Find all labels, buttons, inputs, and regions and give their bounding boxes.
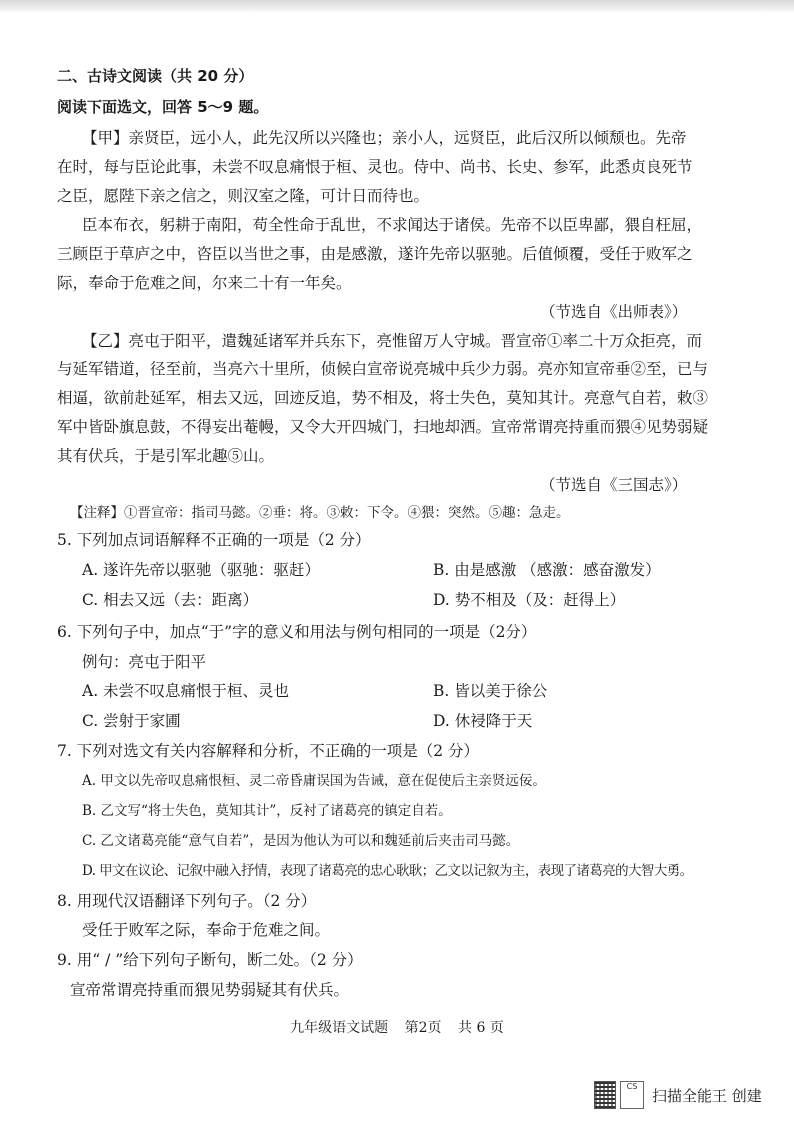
question-7-option-b: B. 乙文写“将士失色，莫知其计”，反衬了诸葛亮的镇定自若。 [82,803,452,819]
footer-exam-title: 九年级语文试题 [290,1020,389,1036]
passage-yi-line: 与延军错道，径至前，当亮六十里所，侦候白宣帝说亮城中兵少力弱。亮亦知宣帝垂②至，已与 [57,360,709,378]
question-6-option-a: A. 未尝不叹息痛恨于桓、灵也 [82,682,290,700]
passage-jia-line: 臣本布衣，躬耕于南阳，苟全性命于乱世，不求闻达于诸侯。先帝不以臣卑鄙，猥自枉屈， [82,216,703,234]
passage-yi-line: 【乙】亮屯于阳平，遣魏延诸军并兵东下，亮惟留万人守城。晋宣帝①率二十万众拒亮，而 [82,332,703,350]
passage-yi-line: 相逼，欲前赴延军，相去又远，回迹反追，势不相及，将士失色，莫知其计。亮意气自若，敕③ [57,389,709,407]
question-5-stem: 5. 下列加点词语解释不正确的一项是（2 分） [57,531,371,549]
passage-jia-line: 之臣，愿陛下亲之信之，则汉室之隆，可计日而待也。 [57,187,430,205]
question-6-stem: 6. 下列句子中，加点“于”字的意义和用法与例句相同的一项是（2分） [57,623,537,641]
passage-yi-line: 军中皆卧旗息鼓，不得妄出菴幔，又令大开四城门，扫地却洒。宣帝常谓亮持重而猥④见势弱疑 [57,418,709,436]
scanner-watermark [594,1078,762,1112]
passage-jia-line: 三顾臣于草庐之中，咨臣以当世之事，由是感激，遂许先帝以驱驰。后值倾覆，受任于败军之 [57,245,693,263]
qr-code-icon [594,1081,616,1109]
source-yi: （节选自《三国志》） [540,476,688,494]
section-title: 二、古诗文阅读（共 20 分） [57,67,254,85]
passage-jia-line: 在时，每与臣论此事，未尝不叹息痛恨于桓、灵也。侍中、尚书、长史、参军，此悉贞良死节 [57,158,693,176]
camscanner-logo-icon: CS [620,1081,644,1109]
question-5-option-a: A. 遂许先帝以驱驰（驱驰：驱赶） [82,561,321,579]
page-footer [0,1018,794,1038]
passage-yi-line: 其有伏兵，于是引军北趣⑤山。 [57,447,275,465]
question-7-stem: 7. 下列对选文有关内容解释和分析，不正确的一项是（2 分） [57,742,480,760]
question-6-option-d: D. 休祲降于天 [433,712,533,730]
watermark-text: 扫描全能王 创建 [652,1086,762,1105]
instruction: 阅读下面选文，回答 5～9 题。 [57,98,269,116]
question-5-option-b: B. 由是感激 （感激：感奋激发） [433,561,661,579]
source-jia: （节选自《出师表》） [540,303,688,321]
question-5-option-d: D. 势不相及（及：赶得上） [433,591,626,609]
question-6-option-c: C. 尝射于家圃 [82,712,181,730]
question-6-option-b: B. 皆以美于徐公 [433,682,548,700]
question-7-option-a: A. 甲文以先帝叹息痛恨桓、灵二帝昏庸误国为告诫，意在促使后主亲贤远佞。 [82,773,546,789]
scan-edge [0,0,794,14]
question-7-option-d: D. 甲文在议论、记叙中融入抒情，表现了诸葛亮的忠心耿耿；乙文以记叙为主，表现了诸葛亮的大智大勇。 [82,863,693,879]
annotation-note: 【注释】①晋宣帝：指司马懿。②垂：将。③敕：下令。④猥：突然。⑤趣：急走。 [70,505,570,521]
footer-page-number: 第2页 [404,1020,442,1036]
passage-jia-line: 【甲】亲贤臣，远小人，此先汉所以兴隆也；亲小人，远贤臣，此后汉所以倾颓也。先帝 [82,129,687,147]
question-8-stem: 8. 用现代汉语翻译下列句子。（2 分） [57,892,317,910]
question-8-sentence: 受任于败军之际，奉命于危难之间。 [82,921,331,939]
question-5-option-c: C. 相去又远（去：距离） [82,591,259,609]
question-6-example: 例句：亮屯于阳平 [82,653,207,671]
question-9-sentence: 宣帝常谓亮持重而猥见势弱疑其有伏兵。 [70,981,350,999]
question-9-stem: 9. 用“ / ”给下列句子断句，断二处。（2 分） [57,951,363,969]
footer-total-pages: 共 6 页 [458,1020,504,1036]
question-7-option-c: C. 乙文诸葛亮能“意气自若”，是因为他认为可以和魏延前后夹击司马懿。 [82,833,520,849]
passage-jia-line: 际，奉命于危难之间，尔来二十有一年矣。 [57,274,352,292]
